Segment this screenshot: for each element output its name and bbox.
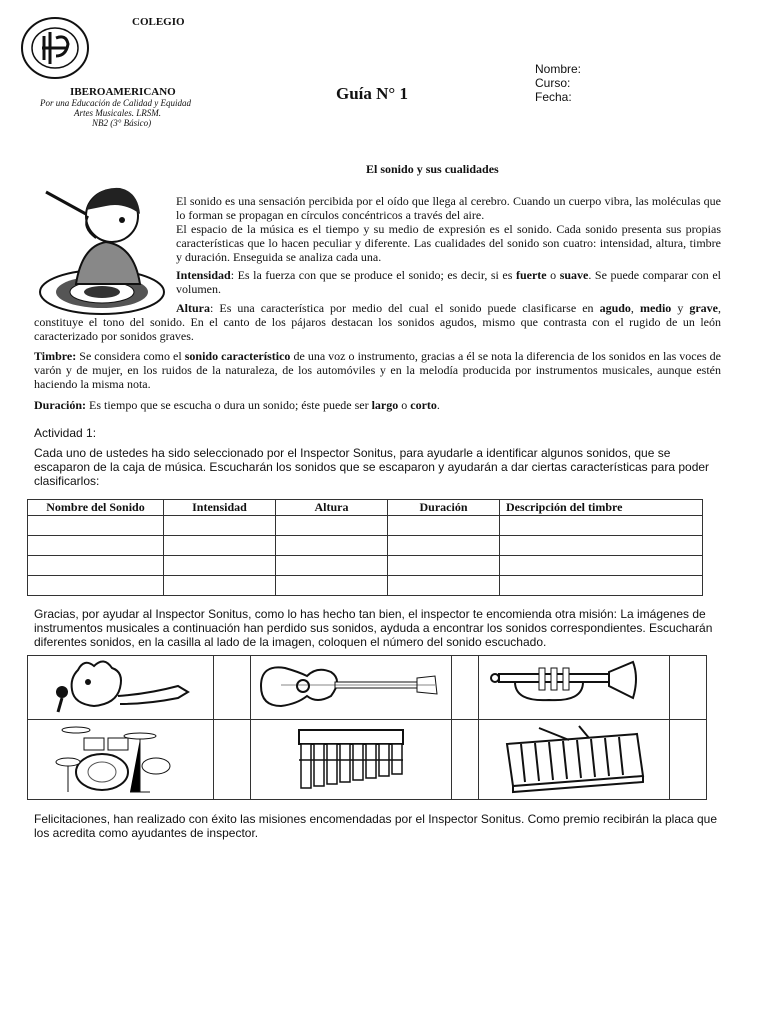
closing-paragraph: Felicitaciones, han realizado con éxito las misiones encomendadas por el Inspector Sonitus. Como premio recibirán la placa que los acredita como ayudantes de inspector. xyxy=(34,812,718,840)
listening-boy-illustration xyxy=(36,180,168,316)
blank-cell[interactable] xyxy=(164,536,276,556)
level-line: NB2 (3° Básico) xyxy=(92,118,152,128)
blank-cell[interactable] xyxy=(164,516,276,536)
column-header: Altura xyxy=(276,500,388,516)
drum-kit-icon xyxy=(28,720,208,794)
duracion-text-3: . xyxy=(436,398,440,412)
keyword-agudo: agudo xyxy=(599,301,631,315)
intensity-text-1: : Es la fuerza con que se produce el sonido; es decir, si es xyxy=(230,268,516,282)
duracion-text-2: o xyxy=(398,398,411,412)
keyword-grave: grave xyxy=(689,301,719,315)
duracion-term: Duración: xyxy=(34,398,86,412)
blank-cell[interactable] xyxy=(388,516,500,536)
singer-icon xyxy=(28,656,208,714)
course-field-label: Curso: xyxy=(535,76,571,90)
intensity-text-2: o xyxy=(546,268,560,282)
mission-2-instructions: Gracias, por ayudar al Inspector Sonitus, como lo has hecho tan bien, el inspector te encomienda otra misión: La imágenes de instrumentos musicales a continuación han perdido sus sonidos, ayduda a encontrar los sonidos correspondientes. Escucharán diferentes sonidos, en la casilla al lado de la imagen, coloquen el número del sonido escuchado. xyxy=(34,607,713,649)
altura-text-2: , xyxy=(630,301,640,315)
table-row xyxy=(28,516,703,536)
blank-cell[interactable] xyxy=(28,516,164,536)
sound-classification-table xyxy=(27,499,703,596)
trumpet-icon xyxy=(479,656,665,714)
blank-cell[interactable] xyxy=(28,576,164,596)
keyword-suave: suave xyxy=(559,268,589,282)
keyword-fuerte: fuerte xyxy=(515,268,547,282)
activity-title: Actividad 1: xyxy=(34,426,97,440)
pan-flute-icon xyxy=(251,720,447,794)
column-header: Nombre del Sonido xyxy=(28,500,164,516)
blank-cell[interactable] xyxy=(28,556,164,576)
table-row xyxy=(28,556,703,576)
blank-cell[interactable] xyxy=(500,516,703,536)
blank-cell[interactable] xyxy=(388,556,500,576)
column-header: Intensidad xyxy=(164,500,276,516)
table-row xyxy=(28,576,703,596)
blank-cell[interactable] xyxy=(276,536,388,556)
keyword-medio: medio xyxy=(639,301,672,315)
instrument-image-cell xyxy=(251,656,452,720)
intensity-term: Intensidad xyxy=(176,268,231,282)
blank-cell[interactable] xyxy=(500,556,703,576)
keyword-sonido-caracteristico: sonido característico xyxy=(184,349,291,363)
blank-cell[interactable] xyxy=(276,556,388,576)
instrument-image-cell xyxy=(28,720,214,800)
activity-instructions: Cada uno de ustedes ha sido seleccionado por el Inspector Sonitus, para ayudarle a identificar algunos sonidos, que se escaparon de la caja de música. Escucharán los sonidos que se escaparon y ayudarán a dar ciertas características para poder clasificarlos: xyxy=(34,446,710,488)
colegio-label: COLEGIO xyxy=(132,16,185,28)
name-field-label: Nombre: xyxy=(535,62,582,76)
keyword-largo: largo xyxy=(371,398,399,412)
sound-number-box[interactable] xyxy=(670,656,707,720)
blank-cell[interactable] xyxy=(276,576,388,596)
sound-number-box[interactable] xyxy=(452,656,479,720)
sound-number-box[interactable] xyxy=(670,720,707,800)
blank-cell[interactable] xyxy=(500,576,703,596)
xylophone-icon xyxy=(479,720,665,794)
instrument-image-cell xyxy=(479,656,670,720)
blank-cell[interactable] xyxy=(164,556,276,576)
column-header: Duración xyxy=(388,500,500,516)
guide-title: Guía N° 1 xyxy=(336,84,408,103)
blank-cell[interactable] xyxy=(276,516,388,536)
blank-cell[interactable] xyxy=(28,536,164,556)
intensity-paragraph xyxy=(176,268,721,296)
date-field-label: Fecha: xyxy=(535,90,572,104)
instrument-image-cell xyxy=(28,656,214,720)
school-motto: Por una Educación de Calidad y Equidad xyxy=(40,98,191,108)
instrument-image-cell xyxy=(251,720,452,800)
duracion-paragraph xyxy=(34,398,721,412)
column-header: Descripción del timbre xyxy=(500,500,703,516)
instrument-image-cell xyxy=(479,720,670,800)
timbre-paragraph xyxy=(34,349,721,391)
timbre-text-2: de una voz o instrumento, gracias a él se nota la diferencia de los sonidos en las voces de varón y de mujer, en los ruidos de la naturaleza, de los automóviles y en la melodía producida por instrumentos musicales, aunque estén haciendo la misma nota. xyxy=(34,349,721,391)
timbre-term: Timbre: xyxy=(34,349,77,363)
sound-number-box[interactable] xyxy=(452,720,479,800)
guitar-icon xyxy=(251,656,447,714)
sound-number-box[interactable] xyxy=(214,656,251,720)
school-seal-logo xyxy=(20,16,90,80)
blank-cell[interactable] xyxy=(164,576,276,596)
altura-text-1: : Es una característica por medio del cual el sonido puede clasificarse en xyxy=(210,301,600,315)
intensity-text-3: . Se puede comparar con el volumen. xyxy=(176,268,721,296)
section-title: El sonido y sus cualidades xyxy=(366,162,499,176)
blank-cell[interactable] xyxy=(388,536,500,556)
timbre-text-1: Se considera como el xyxy=(76,349,185,363)
intro-paragraph-1: El sonido es una sensación percibida por el oído que llega al cerebro. Cuando un cuerpo vibra, las moléculas que lo forman se propagan en círculos concéntricos a través del aire. xyxy=(176,194,721,222)
altura-paragraph xyxy=(34,301,721,343)
altura-text-4: , constituye el tono del sonido. En el canto de los pájaros destacan los sonidos agudos, mismo que contrasta con el rugido de un león caracterizado por sonidos graves. xyxy=(34,301,722,343)
intro-paragraph-2: El espacio de la música es el tiempo y su medio de expresión es el sonido. Cada sonido presenta sus propias características que lo hacen peculiar y diferente. Las cualidades del sonido son cuatro: intensidad, altura, timbre y duración. Enseguida se analiza cada una. xyxy=(176,222,721,264)
altura-term: Altura xyxy=(176,301,210,315)
blank-cell[interactable] xyxy=(500,536,703,556)
sound-number-box[interactable] xyxy=(214,720,251,800)
blank-cell[interactable] xyxy=(388,576,500,596)
instrument-matching-table xyxy=(27,655,707,800)
duracion-text-1: Es tiempo que se escucha o dura un sonido; éste puede ser xyxy=(86,398,372,412)
school-name: IBEROAMERICANO xyxy=(70,86,176,98)
table-row xyxy=(28,536,703,556)
subject-line: Artes Musicales. LRSM. xyxy=(74,108,161,118)
altura-text-3: y xyxy=(671,301,690,315)
keyword-corto: corto xyxy=(410,398,437,412)
